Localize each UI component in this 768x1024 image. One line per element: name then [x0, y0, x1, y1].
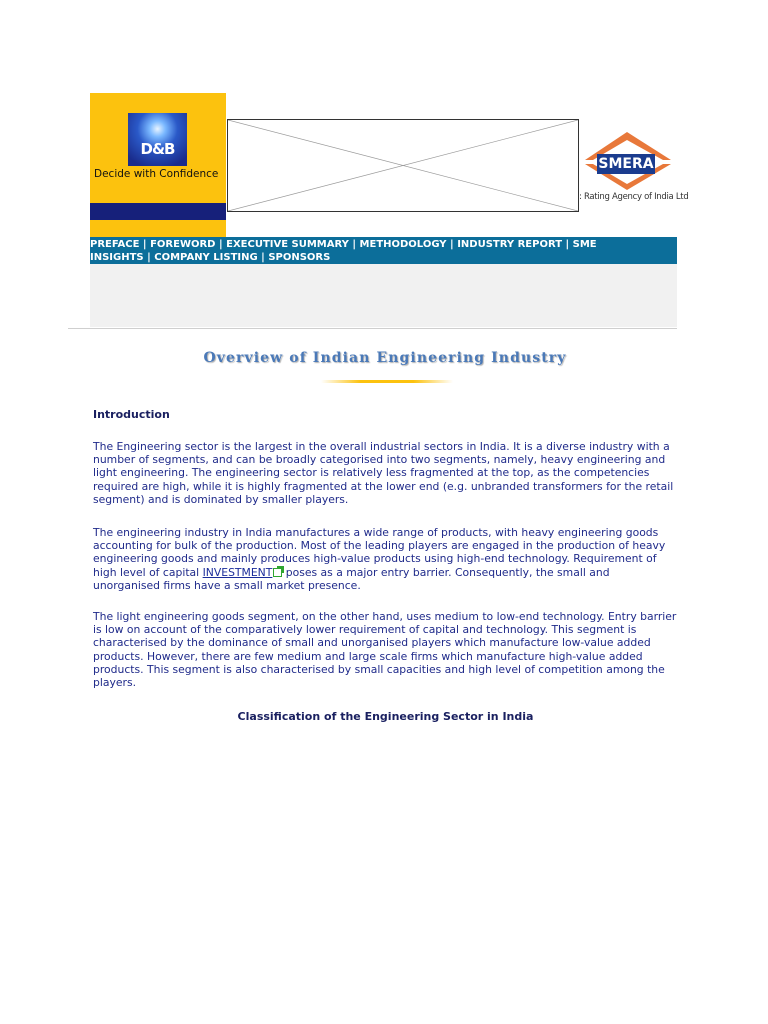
nav-separator: |: [257, 252, 269, 263]
broken-image-icon: [228, 120, 578, 211]
db-header-block: [90, 93, 226, 237]
nav-link-company-listing[interactable]: COMPANY LISTING: [154, 252, 258, 263]
nav-separator: |: [143, 252, 155, 263]
external-link-icon[interactable]: [273, 568, 282, 577]
nav-link-sponsors[interactable]: SPONSORS: [268, 252, 331, 263]
nav-link-sme-insights-part1[interactable]: SME: [572, 239, 597, 250]
paragraph-3: The light engineering goods segment, on the other hand, uses medium to low-end technology. Entry barrier is low on account of the comparatively lower requirement of capital and technology. This segment is characterised by the dominance of small and unorganised players which manufacture low-value added products. However, there are few medium and large scale firms which manufacture high-value added products. This segment is also characterised by small capacities and high level of competition among the players.: [93, 610, 677, 690]
banner-image-placeholder: [227, 119, 579, 212]
nav-separator: |: [446, 239, 458, 250]
nav-line-2: [90, 251, 330, 264]
nav-separator: |: [139, 239, 151, 250]
db-logo: [128, 113, 187, 166]
smera-tagline: : Rating Agency of India Ltd: [579, 192, 689, 202]
nav-bar: [90, 237, 677, 264]
nav-separator: |: [562, 239, 573, 250]
horizontal-divider: [68, 328, 677, 329]
paragraph-1: The Engineering sector is the largest in the overall industrial sectors in India. It is a diverse industry with a number of segments, and can be broadly categorised into two segments, namely, heavy engineering and light engineering. The engineering sector is relatively less fragmented at the top, as the competencies required are high, while it is highly fragmented at the lower end (e.g. unbranded transformers for the retail segment) and is dominated by smaller players.: [93, 440, 674, 506]
nav-link-methodology[interactable]: METHODOLOGY: [359, 239, 447, 250]
grey-spacer-box: [90, 264, 677, 327]
paragraph-2-text-b: poses as a major entry barrier. Consequently, the small and unorganised firms have a small market presence.: [93, 565, 610, 592]
nav-line-1: [90, 238, 597, 251]
paragraph-2-text-a: The engineering industry in India manufactures a wide range of products, with heavy engineering goods accounting for bulk of the production. Most of the leading players are engaged in the production of heavy engineering goods and mainly produces high-value products using high-end technology. Requirement of high level of capital: [93, 526, 666, 579]
page-title: Overview of Indian Engineering Industry: [203, 350, 567, 366]
nav-separator: |: [348, 239, 360, 250]
title-underline: [321, 380, 453, 383]
db-navy-band: [90, 203, 226, 220]
nav-link-foreword[interactable]: FOREWORD: [150, 239, 216, 250]
paragraph-2: [93, 526, 678, 592]
classification-heading: Classification of the Engineering Sector in India: [237, 710, 534, 723]
nav-separator: |: [215, 239, 227, 250]
smera-logo: [579, 128, 689, 210]
nav-link-industry-report[interactable]: INDUSTRY REPORT: [457, 239, 563, 250]
nav-link-sme-insights-part2[interactable]: INSIGHTS: [90, 252, 144, 263]
investment-link[interactable]: INVESTMENT: [202, 565, 273, 579]
nav-link-executive-summary[interactable]: EXECUTIVE SUMMARY: [226, 239, 349, 250]
smera-logo-text: SMERA: [598, 156, 654, 172]
db-logo-text: D&B: [140, 140, 175, 158]
nav-link-preface[interactable]: PREFACE: [90, 239, 140, 250]
intro-heading: Introduction: [93, 408, 170, 421]
db-tagline: Decide with Confidence: [94, 168, 219, 180]
